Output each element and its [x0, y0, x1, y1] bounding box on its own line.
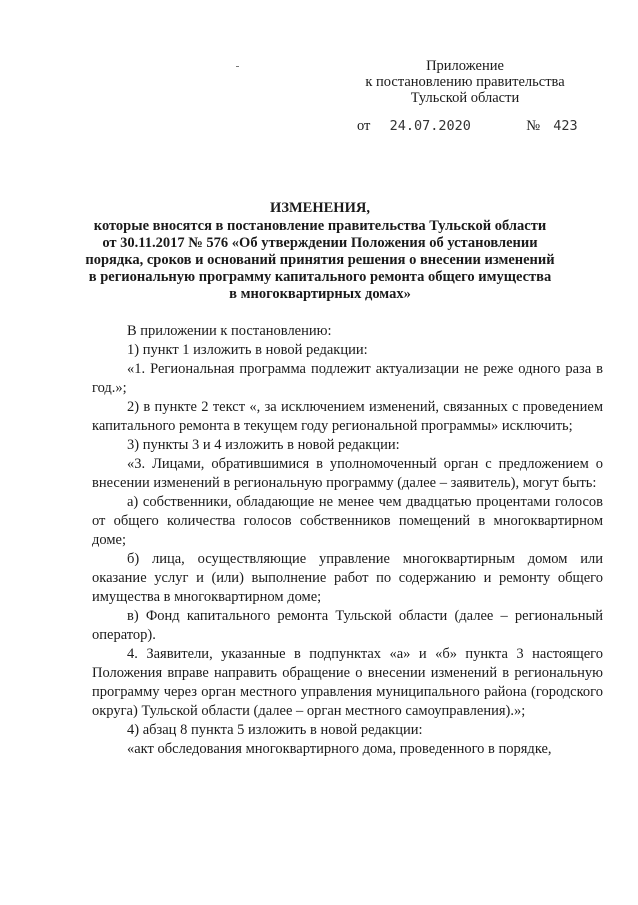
- heading-subtitle-line: от 30.11.2017 № 576 «Об утверждении Положения об установлении: [102, 235, 538, 251]
- paragraph: «1. Региональная программа подлежит актуализации не реже одного раза в год.»;: [92, 361, 603, 396]
- paragraph: б) лица, осуществляющие управление многоквартирным домом или оказание услуг и (или) выполнение работ по содержанию и ремонту общего имущества в многоквартирном доме;: [92, 551, 603, 605]
- paragraph: В приложении к постановлению:: [127, 323, 332, 339]
- heading-subtitle-line: в многоквартирных домах»: [229, 286, 411, 302]
- appendix-line-2: к постановлению правительства: [365, 74, 565, 90]
- paragraph: в) Фонд капитального ремонта Тульской области (далее – региональный оператор).: [92, 608, 603, 643]
- document-heading: [80, 200, 560, 303]
- appendix-line-3: Тульской области: [410, 90, 520, 106]
- paragraph: «3. Лицами, обратившимися в уполномоченный орган с предложением о внесении изменений в региональную программу (далее – заявитель), могут быть:: [92, 456, 603, 491]
- paragraph: 1) пункт 1 изложить в новой редакции:: [127, 342, 368, 358]
- paragraph: а) собственники, обладающие не менее чем двадцатью процентами голосов от общего количества голосов собственников помещений в многоквартирном доме;: [92, 494, 603, 548]
- paragraph: «акт обследования многоквартирного дома, проведенного в порядке,: [127, 741, 552, 757]
- date-prefix: от: [357, 118, 371, 134]
- heading-title: ИЗМЕНЕНИЯ,: [270, 200, 370, 216]
- heading-subtitle-line: которые вносятся в постановление правительства Тульской области: [93, 218, 547, 234]
- scan-speck: [236, 66, 239, 67]
- appendix-block: [345, 58, 585, 106]
- document-number: 423: [553, 118, 578, 134]
- heading-subtitle-line: порядка, сроков и оснований принятия решения о внесении изменений: [85, 252, 555, 268]
- appendix-line-1: Приложение: [426, 58, 504, 74]
- paragraph: 4. Заявители, указанные в подпунктах «а» и «б» пункта 3 настоящего Положения вправе направить обращение о внесении изменений в региональную программу через орган местного управления муниципального района (городского округа) Тульской области (далее – орган местного самоуправления).»;: [92, 646, 603, 719]
- paragraph: 4) абзац 8 пункта 5 изложить в новой редакции:: [127, 722, 423, 738]
- number-sign: №: [526, 118, 541, 134]
- document-date: 24.07.2020: [389, 118, 471, 134]
- heading-subtitle-line: в региональную программу капитального ремонта общего имущества: [88, 269, 552, 285]
- paragraph: 3) пункты 3 и 4 изложить в новой редакции:: [127, 437, 400, 453]
- document-body: [92, 322, 603, 759]
- dateline: [357, 118, 578, 135]
- paragraph: 2) в пункте 2 текст «, за исключением изменений, связанных с проведением капитального ремонта в текущем году региональной программы» исключить;: [92, 399, 603, 434]
